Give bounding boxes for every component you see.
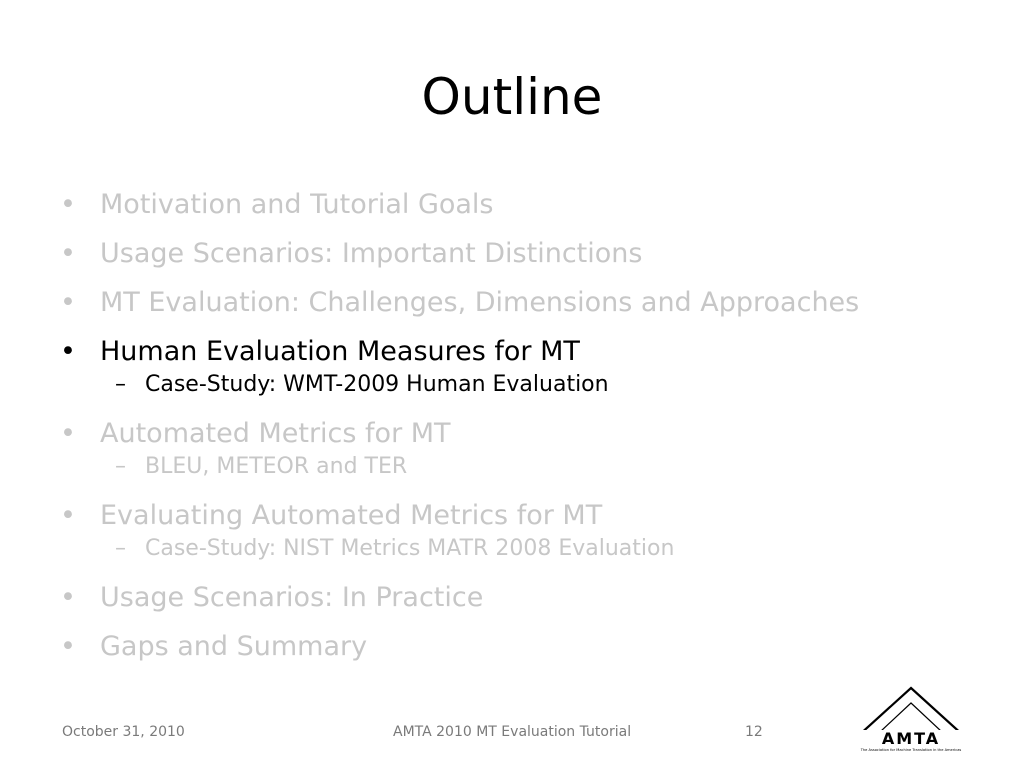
outline-item-text: MT Evaluation: Challenges, Dimensions and Approaches (100, 287, 860, 318)
outline-item-text: Usage Scenarios: Important Distinctions (100, 238, 643, 269)
outline-item-text: Human Evaluation Measures for MT (100, 336, 580, 367)
outline-item-text: BLEU, METEOR and TER (145, 454, 408, 479)
footer-page-number: 12 (745, 724, 763, 740)
bullet-marker: • (60, 500, 76, 531)
bullet-marker: • (60, 238, 76, 269)
outline-item-gaps-summary (56, 626, 986, 675)
outline-item-text: Case-Study: WMT-2009 Human Evaluation (145, 372, 609, 397)
logo-wordmark: AMTA (881, 729, 941, 748)
footer-date: October 31, 2010 (62, 724, 185, 740)
outline-item-text: Usage Scenarios: In Practice (100, 582, 484, 613)
bullet-marker: • (60, 631, 76, 662)
bullet-marker: • (60, 582, 76, 613)
outline-item-motivation (56, 184, 986, 233)
logo-tagline: The Association for Machine Translation in the Americas (860, 748, 962, 752)
outline-subitem-bleu-meteor-ter (56, 454, 986, 495)
outline-subitem-nist-case-study (56, 536, 986, 577)
bullet-marker: • (60, 336, 76, 367)
outline-item-usage-in-practice (56, 577, 986, 626)
outline-item-text: Gaps and Summary (100, 631, 368, 662)
bullet-marker: • (60, 287, 76, 318)
bullet-marker: • (60, 418, 76, 449)
outline-item-usage-scenarios-distinctions (56, 233, 986, 282)
dash-marker: – (115, 372, 126, 397)
outline-item-text: Evaluating Automated Metrics for MT (100, 500, 603, 531)
outline-subitem-wmt-case-study (56, 372, 986, 413)
outline-list (56, 184, 986, 675)
outline-item-mt-evaluation (56, 282, 986, 331)
dash-marker: – (115, 536, 126, 561)
bullet-marker: • (60, 189, 76, 220)
outline-item-text: Motivation and Tutorial Goals (100, 189, 494, 220)
footer-presentation-title: AMTA 2010 MT Evaluation Tutorial (393, 724, 632, 740)
dash-marker: – (115, 454, 126, 479)
amta-logo (852, 686, 970, 756)
slide-title: Outline (421, 68, 603, 126)
outline-item-text: Automated Metrics for MT (100, 418, 451, 449)
outline-item-text: Case-Study: NIST Metrics MATR 2008 Evaluation (145, 536, 675, 561)
